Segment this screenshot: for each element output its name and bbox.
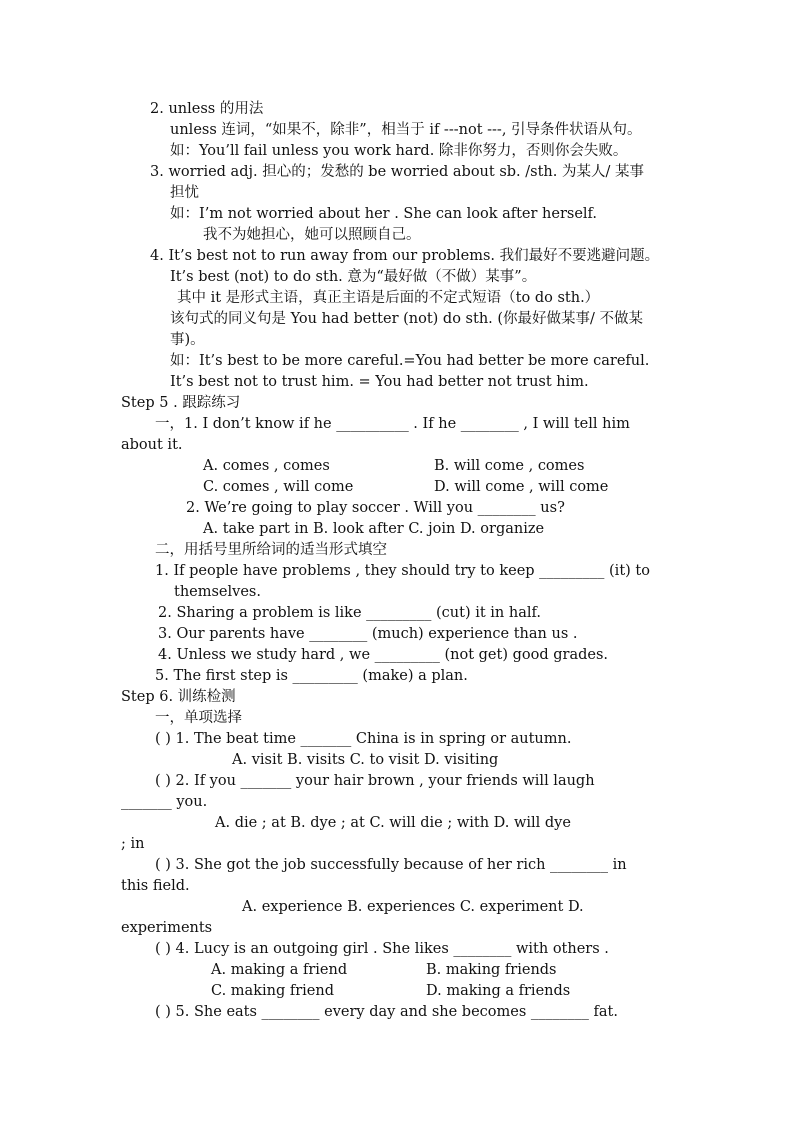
question-line: ( ) 2. If you _______ your hair brown , your friends will laugh [155, 773, 595, 789]
text-line: 其中 it 是形式主语，真正主语是后面的不定式短语（to do sth.） [177, 290, 600, 306]
text-line: 我不为她担心，她可以照顾自己。 [203, 227, 421, 243]
question-line: 4. Unless we study hard , we _________ (not get) good grades. [158, 647, 609, 663]
text-line: It’s best not to trust him. = You had better not trust him. [170, 374, 589, 390]
option-b: B. will come , comes [434, 458, 585, 474]
option-c: C. making friend [211, 983, 334, 999]
text-line: 如：It’s best to be more careful.=You had better be more careful. [170, 353, 650, 369]
text-line: unless 连词，“如果不，除非”，相当于 if ---not ---, 引导条件状语从句。 [170, 122, 642, 138]
question-line: 2. Sharing a problem is like _________ (cut) it in half. [158, 605, 541, 621]
option-b: B. making friends [426, 962, 557, 978]
question-line: ( ) 5. She eats ________ every day and she becomes ________ fat. [155, 1004, 618, 1020]
question-line: 3. Our parents have ________ (much) experience than us . [158, 626, 578, 642]
option-a: A. making a friend [211, 962, 348, 978]
question-line: 1. If people have problems , they should try to keep _________ (it) to [155, 563, 650, 579]
question-line: this field. [121, 878, 190, 894]
option-d: D. making a friends [426, 983, 571, 999]
question-line: 5. The first step is _________ (make) a plan. [155, 668, 468, 684]
text-line: 担忧 [170, 185, 199, 201]
text-line: 事)。 [170, 332, 205, 348]
question-line: themselves. [174, 584, 261, 600]
options-line: experiments [121, 920, 213, 936]
question-line: 2. We’re going to play soccer . Will you ________ us? [186, 500, 565, 516]
text-line: It’s best (not) to do sth. 意为“最好做（不做）某事”。 [170, 269, 537, 285]
section-heading: 4. It’s best not to run away from our problems. 我们最好不要逃避问题。 [150, 248, 660, 264]
options-line: ; in [121, 836, 145, 852]
question-line: 一，1. I don’t know if he __________ . If he ________ , I will tell him [155, 416, 630, 432]
options-line: A. die ; at B. dye ; at C. will die ; with D. will dye [215, 815, 571, 831]
question-line: about it. [121, 437, 183, 453]
options-line: A. take part in B. look after C. join D. organize [203, 521, 545, 537]
step-heading: Step 5 . 跟踪练习 [121, 395, 241, 411]
step-heading: Step 6. 训练检测 [121, 689, 236, 705]
question-line: ( ) 4. Lucy is an outgoing girl . She likes ________ with others . [155, 941, 609, 957]
text-line: 如：I’m not worried about her . She can look after herself. [170, 206, 598, 222]
section-heading: 2. unless 的用法 [150, 101, 264, 117]
exercise-heading: 二，用括号里所给词的适当形式填空 [155, 542, 387, 558]
question-line: _______ you. [121, 794, 208, 810]
option-a: A. comes , comes [203, 458, 330, 474]
option-c: C. comes , will come [203, 479, 354, 495]
text-line: 如：You’ll fail unless you work hard. 除非你努力，否则你会失败。 [170, 143, 628, 159]
text-line: 该句式的同义句是 You had better (not) do sth. (你最好做某事/ 不做某 [170, 311, 644, 327]
question-line: ( ) 3. She got the job successfully because of her rich ________ in [155, 857, 627, 873]
option-d: D. will come , will come [434, 479, 609, 495]
options-line: A. visit B. visits C. to visit D. visiting [232, 752, 499, 768]
exercise-heading: 一，单项选择 [155, 710, 242, 726]
section-heading: 3. worried adj. 担心的；发愁的 be worried about sb. /sth. 为某人/ 某事 [150, 164, 644, 180]
options-line: A. experience B. experiences C. experiment D. [242, 899, 584, 915]
question-line: ( ) 1. The beat time _______ China is in spring or autumn. [155, 731, 572, 747]
